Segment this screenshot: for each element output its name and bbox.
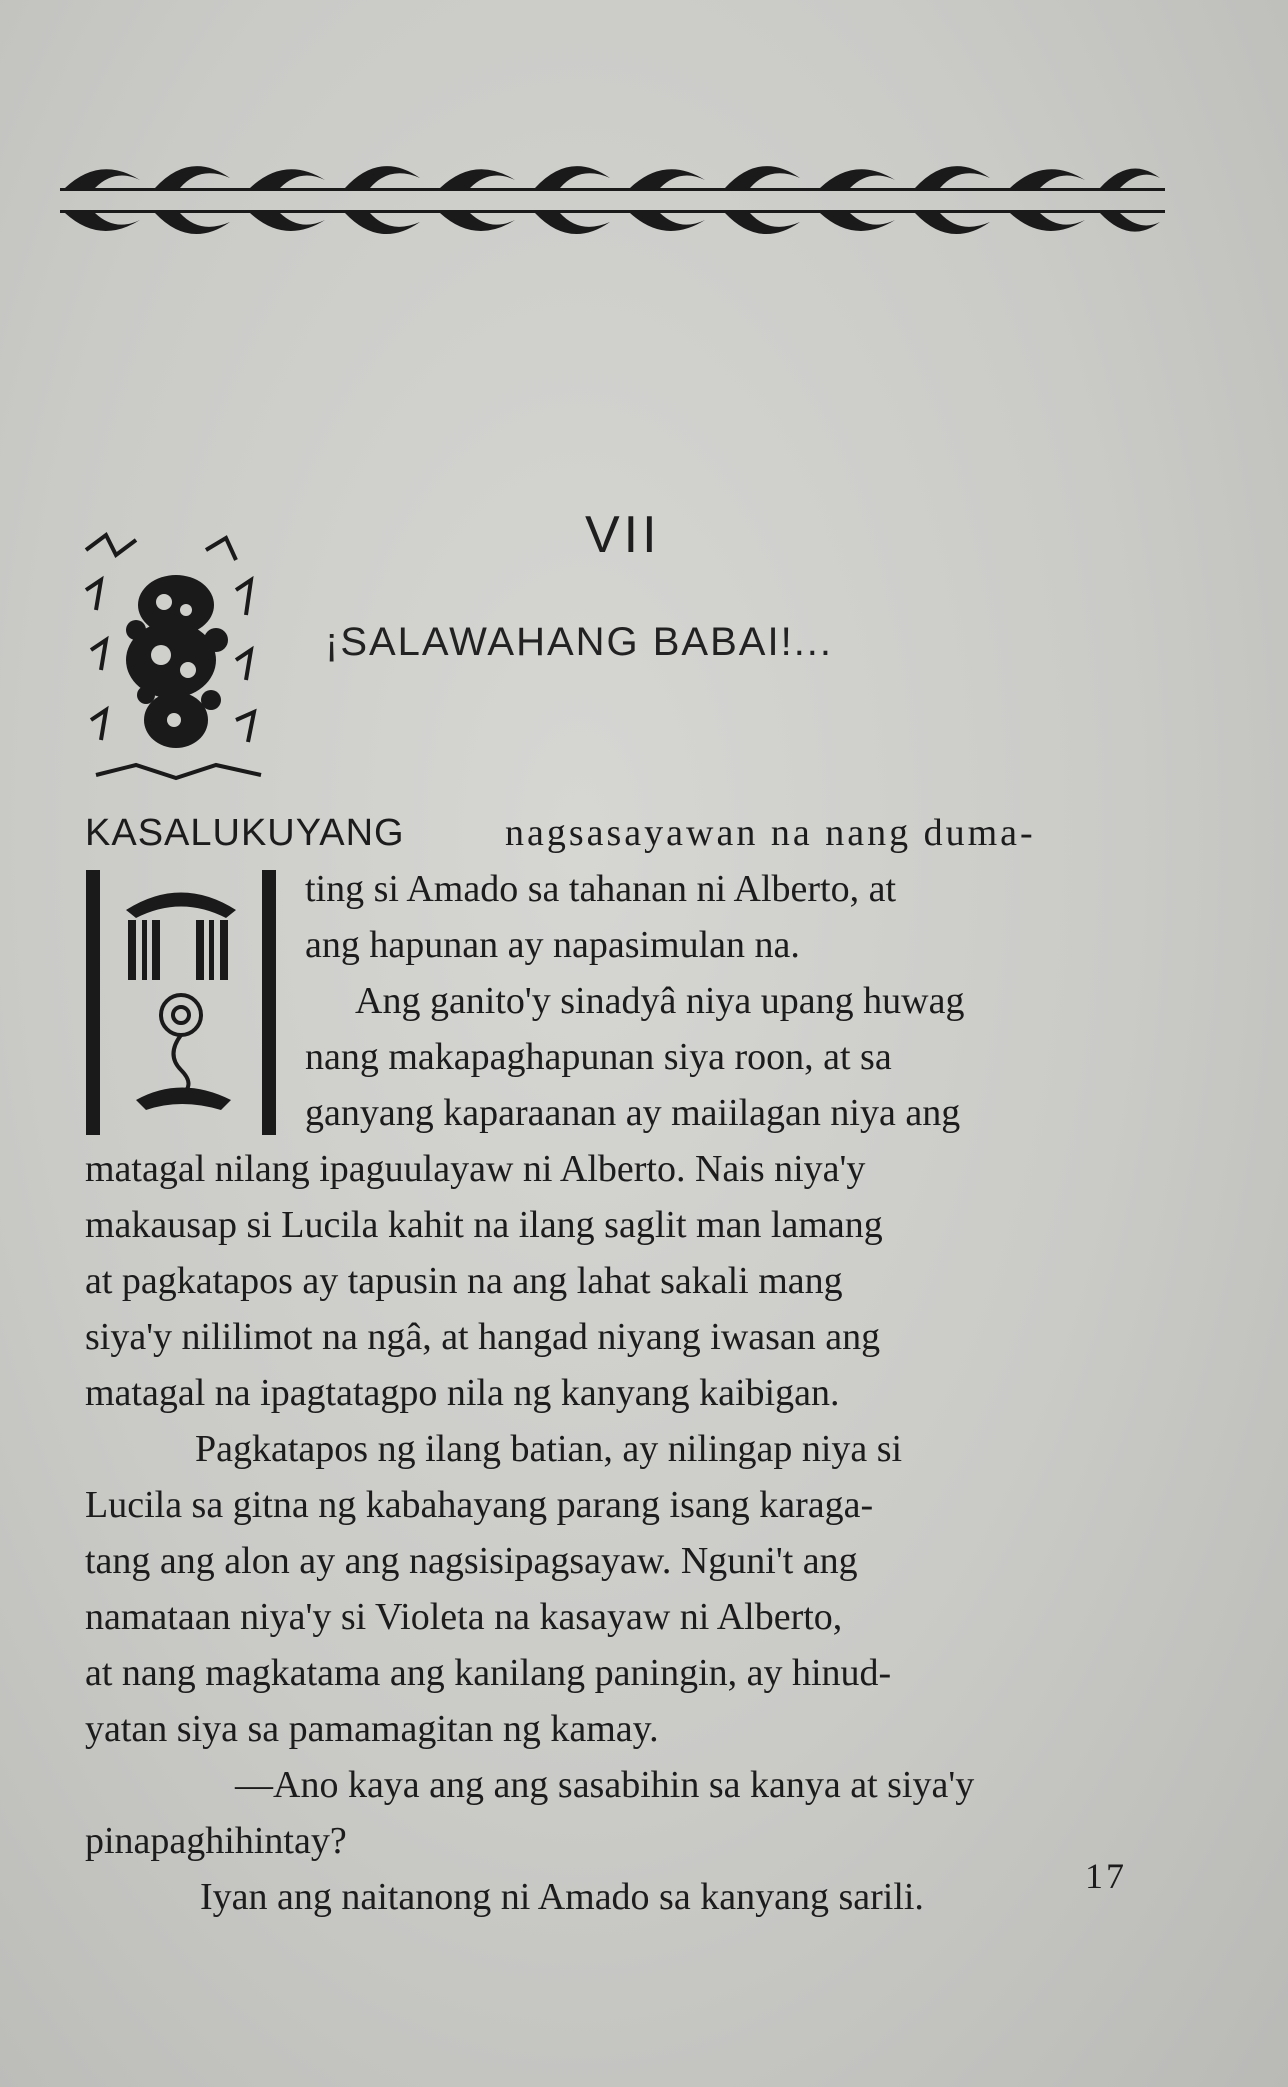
text-line: Pagkatapos ng ilang batian, ay nilingap niya si [195, 1428, 903, 1470]
chapter-title: ¡SALAWAHANG BABAI!... [325, 620, 834, 664]
page-number: 17 [1085, 1856, 1127, 1896]
text-line: ganyang kaparaanan ay maiilagan niya ang [305, 1092, 961, 1134]
text-line: ang hapunan ay napasimulan na. [305, 924, 800, 966]
text-line: Iyan ang naitanong ni Amado sa kanyang sarili. [200, 1876, 924, 1918]
text-line: namataan niya'y si Violeta na kasayaw ni Alberto, [85, 1596, 843, 1638]
body-text [85, 805, 1185, 1925]
text-line: makausap si Lucila kahit na ilang saglit man lamang [85, 1204, 883, 1246]
text-line: yatan siya sa pamamagitan ng kamay. [85, 1708, 659, 1750]
text-line: Ang ganito'y sinadyâ niya upang huwag [355, 980, 965, 1022]
text-line: ting si Amado sa tahanan ni Alberto, at [305, 868, 897, 910]
text-line: tang ang alon ay ang nagsisipagsayaw. Nguni't ang [85, 1540, 858, 1582]
text-line: matagal na ipagtatagpo nila ng kanyang kaibigan. [85, 1372, 840, 1414]
text-line: at pagkatapos ay tapusin na ang lahat sakali mang [85, 1260, 843, 1302]
text-line: siya'y nililimot na ngâ, at hangad niyang iwasan ang [85, 1316, 881, 1358]
text-line [85, 805, 1185, 861]
floral-ornament-icon [76, 530, 276, 790]
text-line: pinapaghihintay? [85, 1820, 347, 1862]
ornamental-border [60, 150, 1165, 255]
text-line: —Ano kaya ang ang sasabihin sa kanya at siya'y [235, 1764, 975, 1806]
chapter-number: VII [585, 506, 661, 564]
opening-word: KASALUKUYANG [85, 812, 405, 854]
text-line: matagal nilang ipaguulayaw ni Alberto. Nais niya'y [85, 1148, 866, 1190]
text-line: Lucila sa gitna ng kabahayang parang isang karaga- [85, 1484, 874, 1526]
text-line: at nang magkatama ang kanilang paningin, ay hinud- [85, 1652, 892, 1694]
text-line: nang makapaghapunan siya roon, at sa [305, 1036, 892, 1078]
text-line-content: nagsasayawan na nang duma- [505, 812, 1036, 854]
